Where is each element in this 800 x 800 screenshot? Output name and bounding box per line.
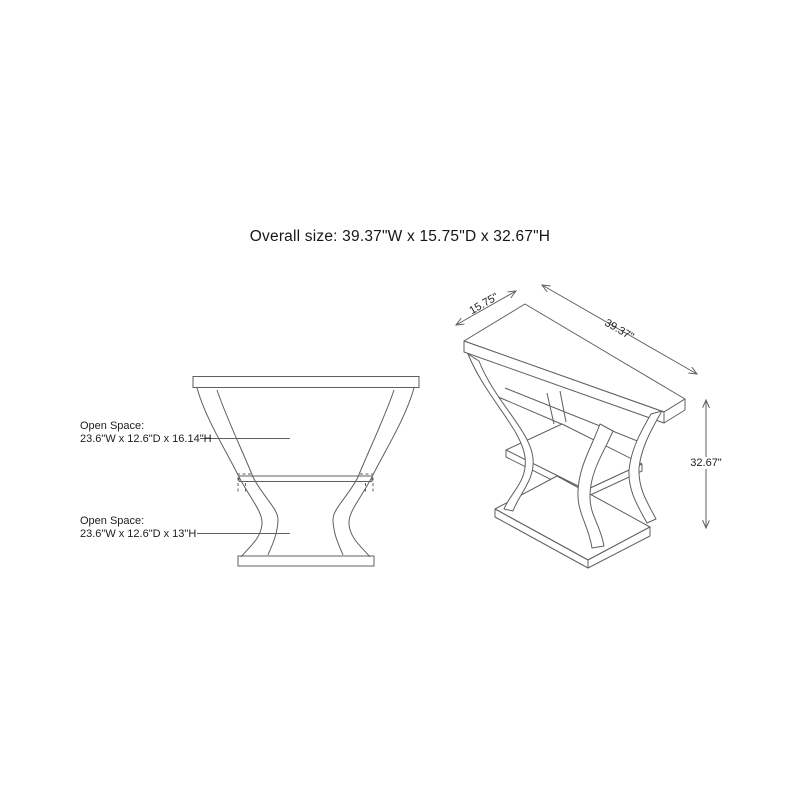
open-space-bottom-annotation xyxy=(80,515,196,541)
persp-left-leg xyxy=(468,354,533,511)
front-right-leg-inner xyxy=(333,390,394,555)
depth-dimension-label: 15.75" xyxy=(467,290,501,318)
height-dimension-label: 32.67" xyxy=(690,457,722,469)
open-space-top-annotation xyxy=(80,420,212,446)
width-dimension-label: 39.37" xyxy=(602,316,636,344)
front-shelf-bracket-right xyxy=(360,474,373,493)
front-shelf-bracket-left xyxy=(238,474,251,493)
front-view-drawing xyxy=(193,377,419,567)
front-tabletop xyxy=(193,377,419,388)
perspective-view-drawing xyxy=(456,285,706,568)
front-shelf xyxy=(239,476,372,482)
overall-size-title: Overall size: 39.37"W x 15.75"D x 32.67"H xyxy=(249,228,551,245)
front-left-leg-outer xyxy=(197,388,262,557)
persp-right-back-leg xyxy=(629,411,662,523)
front-base xyxy=(238,556,374,566)
front-left-leg-inner xyxy=(217,390,278,555)
open-space-top-size: 23.6"W x 12.6"D x 16.14"H xyxy=(80,433,212,445)
open-space-top-label: Open Space: xyxy=(80,420,145,432)
open-space-bottom-label: Open Space: xyxy=(80,515,145,527)
front-right-leg-outer xyxy=(349,388,414,557)
open-space-bottom-size: 23.6"W x 12.6"D x 13"H xyxy=(80,528,197,540)
